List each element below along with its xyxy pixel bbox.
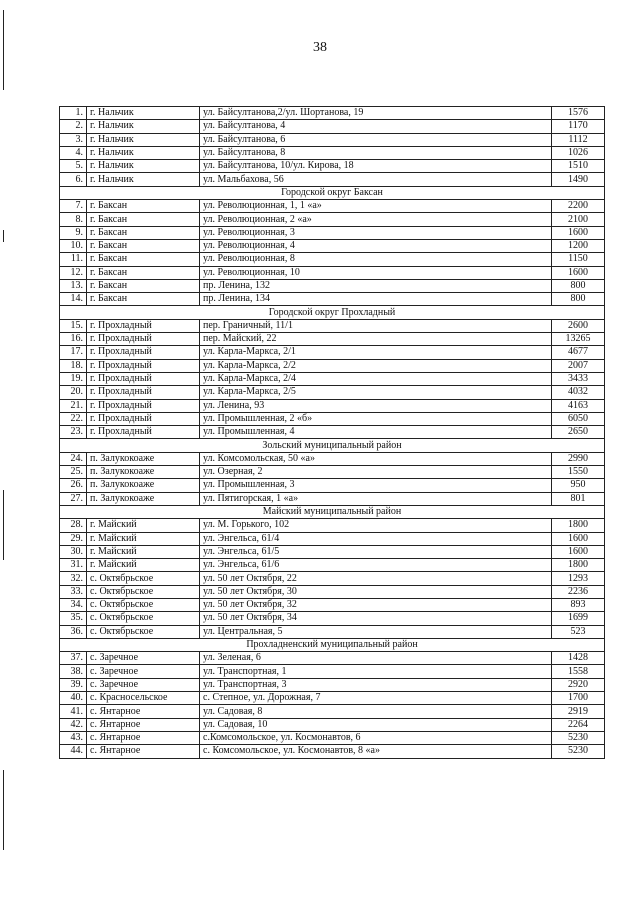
- address-cell: ул. Байсултанова, 10/ул. Кирова, 18: [200, 160, 552, 173]
- address-cell: ул. 50 лет Октября, 30: [200, 585, 552, 598]
- value-cell: 1150: [552, 253, 605, 266]
- row-number-cell: 16.: [60, 333, 87, 346]
- address-cell: ул. Карла-Маркса, 2/4: [200, 372, 552, 385]
- value-cell: 2990: [552, 452, 605, 465]
- settlement-cell: г. Прохладный: [87, 333, 200, 346]
- settlement-cell: г. Нальчик: [87, 173, 200, 186]
- table-row: [60, 279, 605, 292]
- table-row: [60, 652, 605, 665]
- value-cell: 1576: [552, 107, 605, 120]
- settlement-cell: с. Заречное: [87, 678, 200, 691]
- table-row: [60, 239, 605, 252]
- value-cell: 13265: [552, 333, 605, 346]
- left-edge-mark: [3, 10, 4, 90]
- settlement-cell: г. Баксан: [87, 239, 200, 252]
- data-table: [59, 106, 605, 759]
- settlement-cell: с. Октябрьское: [87, 625, 200, 638]
- address-cell: ул. Карла-Маркса, 2/1: [200, 346, 552, 359]
- value-cell: 5230: [552, 745, 605, 758]
- settlement-cell: г. Баксан: [87, 279, 200, 292]
- value-cell: 2650: [552, 426, 605, 439]
- settlement-cell: с. Заречное: [87, 652, 200, 665]
- address-cell: ул. Революционная, 3: [200, 226, 552, 239]
- address-cell: с. Степное, ул. Дорожная, 7: [200, 692, 552, 705]
- settlement-cell: п. Залукокоаже: [87, 466, 200, 479]
- settlement-cell: г. Нальчик: [87, 120, 200, 133]
- table-row: [60, 226, 605, 239]
- settlement-cell: г. Баксан: [87, 226, 200, 239]
- row-number-cell: 34.: [60, 598, 87, 611]
- settlement-cell: г. Прохладный: [87, 346, 200, 359]
- value-cell: 523: [552, 625, 605, 638]
- settlement-cell: с. Янтарное: [87, 731, 200, 744]
- row-number-cell: 32.: [60, 572, 87, 585]
- value-cell: 2200: [552, 200, 605, 213]
- row-number-cell: 3.: [60, 133, 87, 146]
- row-number-cell: 43.: [60, 731, 87, 744]
- address-cell: ул. М. Горького, 102: [200, 519, 552, 532]
- settlement-cell: г. Прохладный: [87, 399, 200, 412]
- value-cell: 1170: [552, 120, 605, 133]
- address-cell: ул. Промышленная, 3: [200, 479, 552, 492]
- settlement-cell: г. Баксан: [87, 253, 200, 266]
- value-cell: 1800: [552, 559, 605, 572]
- address-cell: ул. 50 лет Октября, 34: [200, 612, 552, 625]
- left-edge-mark: [3, 230, 4, 242]
- settlement-cell: с. Октябрьское: [87, 572, 200, 585]
- row-number-cell: 9.: [60, 226, 87, 239]
- table-row: [60, 426, 605, 439]
- table-row: [60, 399, 605, 412]
- section-header-row: [60, 505, 605, 518]
- address-cell: пер. Граничный, 11/1: [200, 319, 552, 332]
- table-row: [60, 545, 605, 558]
- row-number-cell: 17.: [60, 346, 87, 359]
- table-row: [60, 466, 605, 479]
- settlement-cell: г. Нальчик: [87, 146, 200, 159]
- table-row: [60, 585, 605, 598]
- address-cell: пр. Ленина, 134: [200, 293, 552, 306]
- value-cell: 1428: [552, 652, 605, 665]
- table-row: [60, 133, 605, 146]
- value-cell: 5230: [552, 731, 605, 744]
- row-number-cell: 21.: [60, 399, 87, 412]
- address-cell: ул. Байсултанова, 6: [200, 133, 552, 146]
- value-cell: 2236: [552, 585, 605, 598]
- address-cell: ул. Энгельса, 61/6: [200, 559, 552, 572]
- value-cell: 1200: [552, 239, 605, 252]
- address-cell: ул. Промышленная, 4: [200, 426, 552, 439]
- table-row: [60, 319, 605, 332]
- value-cell: 1699: [552, 612, 605, 625]
- row-number-cell: 42.: [60, 718, 87, 731]
- settlement-cell: с. Янтарное: [87, 718, 200, 731]
- table-row: [60, 412, 605, 425]
- section-header-row: [60, 638, 605, 651]
- table-row: [60, 718, 605, 731]
- row-number-cell: 39.: [60, 678, 87, 691]
- table-row: [60, 572, 605, 585]
- row-number-cell: 41.: [60, 705, 87, 718]
- table-row: [60, 705, 605, 718]
- row-number-cell: 14.: [60, 293, 87, 306]
- address-cell: ул. Мальбахова, 56: [200, 173, 552, 186]
- table-row: [60, 266, 605, 279]
- table-body: [60, 107, 605, 759]
- section-title: Городской округ Баксан: [60, 186, 605, 199]
- value-cell: 1600: [552, 532, 605, 545]
- address-cell: ул. 50 лет Октября, 32: [200, 598, 552, 611]
- section-header-row: [60, 186, 605, 199]
- row-number-cell: 35.: [60, 612, 87, 625]
- address-cell: ул. Революционная, 8: [200, 253, 552, 266]
- table-row: [60, 386, 605, 399]
- settlement-cell: с. Октябрьское: [87, 585, 200, 598]
- table-row: [60, 359, 605, 372]
- settlement-cell: с. Заречное: [87, 665, 200, 678]
- left-edge-mark: [3, 770, 4, 850]
- table-row: [60, 173, 605, 186]
- row-number-cell: 15.: [60, 319, 87, 332]
- value-cell: 2264: [552, 718, 605, 731]
- table-row: [60, 213, 605, 226]
- address-cell: ул. Революционная, 2 «а»: [200, 213, 552, 226]
- value-cell: 1558: [552, 665, 605, 678]
- value-cell: 4163: [552, 399, 605, 412]
- table-row: [60, 333, 605, 346]
- address-cell: ул. Карла-Маркса, 2/2: [200, 359, 552, 372]
- value-cell: 1112: [552, 133, 605, 146]
- table-row: [60, 559, 605, 572]
- row-number-cell: 10.: [60, 239, 87, 252]
- value-cell: 1550: [552, 466, 605, 479]
- value-cell: 2600: [552, 319, 605, 332]
- address-cell: ул. Байсултанова, 8: [200, 146, 552, 159]
- settlement-cell: г. Майский: [87, 532, 200, 545]
- row-number-cell: 11.: [60, 253, 87, 266]
- value-cell: 6050: [552, 412, 605, 425]
- settlement-cell: п. Залукокоаже: [87, 452, 200, 465]
- value-cell: 1490: [552, 173, 605, 186]
- settlement-cell: с. Октябрьское: [87, 612, 200, 625]
- section-title: Зольский муниципальный район: [60, 439, 605, 452]
- settlement-cell: с. Красносельское: [87, 692, 200, 705]
- address-cell: ул. Революционная, 1, 1 «а»: [200, 200, 552, 213]
- settlement-cell: г. Майский: [87, 559, 200, 572]
- table-row: [60, 346, 605, 359]
- value-cell: 1026: [552, 146, 605, 159]
- table-row: [60, 492, 605, 505]
- row-number-cell: 12.: [60, 266, 87, 279]
- settlement-cell: п. Залукокоаже: [87, 479, 200, 492]
- settlement-cell: п. Залукокоаже: [87, 492, 200, 505]
- value-cell: 800: [552, 293, 605, 306]
- value-cell: 1510: [552, 160, 605, 173]
- row-number-cell: 40.: [60, 692, 87, 705]
- address-cell: ул. Революционная, 4: [200, 239, 552, 252]
- table-row: [60, 160, 605, 173]
- settlement-cell: г. Нальчик: [87, 160, 200, 173]
- row-number-cell: 18.: [60, 359, 87, 372]
- table-row: [60, 120, 605, 133]
- section-title: Майский муниципальный район: [60, 505, 605, 518]
- value-cell: 1293: [552, 572, 605, 585]
- address-cell: ул. Ленина, 93: [200, 399, 552, 412]
- address-cell: ул. Озерная, 2: [200, 466, 552, 479]
- table-row: [60, 479, 605, 492]
- table-row: [60, 692, 605, 705]
- settlement-cell: г. Прохладный: [87, 372, 200, 385]
- table-row: [60, 745, 605, 758]
- table-row: [60, 731, 605, 744]
- page-number: 38: [313, 40, 327, 55]
- row-number-cell: 37.: [60, 652, 87, 665]
- settlement-cell: г. Баксан: [87, 293, 200, 306]
- settlement-cell: г. Прохладный: [87, 426, 200, 439]
- row-number-cell: 44.: [60, 745, 87, 758]
- settlement-cell: с. Октябрьское: [87, 598, 200, 611]
- settlement-cell: г. Баксан: [87, 213, 200, 226]
- row-number-cell: 27.: [60, 492, 87, 505]
- section-header-row: [60, 439, 605, 452]
- row-number-cell: 33.: [60, 585, 87, 598]
- row-number-cell: 1.: [60, 107, 87, 120]
- table-row: [60, 200, 605, 213]
- value-cell: 893: [552, 598, 605, 611]
- settlement-cell: г. Нальчик: [87, 133, 200, 146]
- row-number-cell: 13.: [60, 279, 87, 292]
- row-number-cell: 29.: [60, 532, 87, 545]
- value-cell: 2920: [552, 678, 605, 691]
- value-cell: 2100: [552, 213, 605, 226]
- row-number-cell: 4.: [60, 146, 87, 159]
- value-cell: 2919: [552, 705, 605, 718]
- row-number-cell: 25.: [60, 466, 87, 479]
- address-cell: ул. Комсомольская, 50 «а»: [200, 452, 552, 465]
- row-number-cell: 5.: [60, 160, 87, 173]
- table-row: [60, 678, 605, 691]
- value-cell: 800: [552, 279, 605, 292]
- address-cell: ул. 50 лет Октября, 22: [200, 572, 552, 585]
- left-edge-mark: [3, 490, 4, 560]
- table-row: [60, 625, 605, 638]
- settlement-cell: г. Прохладный: [87, 412, 200, 425]
- value-cell: 801: [552, 492, 605, 505]
- settlement-cell: г. Баксан: [87, 266, 200, 279]
- table-row: [60, 253, 605, 266]
- settlement-cell: г. Майский: [87, 519, 200, 532]
- address-cell: ул. Центральная, 5: [200, 625, 552, 638]
- table-row: [60, 146, 605, 159]
- address-cell: с.Комсомольское, ул. Космонавтов, 6: [200, 731, 552, 744]
- table-row: [60, 598, 605, 611]
- row-number-cell: 19.: [60, 372, 87, 385]
- row-number-cell: 7.: [60, 200, 87, 213]
- settlement-cell: г. Нальчик: [87, 107, 200, 120]
- value-cell: 3433: [552, 372, 605, 385]
- section-title: Городской округ Прохладный: [60, 306, 605, 319]
- value-cell: 950: [552, 479, 605, 492]
- address-cell: ул. Зеленая, 6: [200, 652, 552, 665]
- value-cell: 1600: [552, 545, 605, 558]
- row-number-cell: 31.: [60, 559, 87, 572]
- address-cell: ул. Транспортная, 1: [200, 665, 552, 678]
- row-number-cell: 38.: [60, 665, 87, 678]
- address-cell: ул. Карла-Маркса, 2/5: [200, 386, 552, 399]
- address-cell: ул. Садовая, 8: [200, 705, 552, 718]
- address-cell: ул. Байсултанова,2/ул. Шортанова, 19: [200, 107, 552, 120]
- table-row: [60, 519, 605, 532]
- table-row: [60, 107, 605, 120]
- settlement-cell: г. Прохладный: [87, 319, 200, 332]
- value-cell: 1800: [552, 519, 605, 532]
- address-cell: ул. Транспортная, 3: [200, 678, 552, 691]
- address-cell: ул. Промышленная, 2 «б»: [200, 412, 552, 425]
- row-number-cell: 23.: [60, 426, 87, 439]
- value-cell: 1600: [552, 226, 605, 239]
- address-cell: ул. Байсултанова, 4: [200, 120, 552, 133]
- settlement-cell: г. Прохладный: [87, 359, 200, 372]
- value-cell: 2007: [552, 359, 605, 372]
- table-row: [60, 612, 605, 625]
- row-number-cell: 6.: [60, 173, 87, 186]
- section-title: Прохладненский муниципальный район: [60, 638, 605, 651]
- value-cell: 1600: [552, 266, 605, 279]
- address-cell: ул. Энгельса, 61/5: [200, 545, 552, 558]
- address-cell: пр. Ленина, 132: [200, 279, 552, 292]
- value-cell: 4677: [552, 346, 605, 359]
- row-number-cell: 2.: [60, 120, 87, 133]
- row-number-cell: 8.: [60, 213, 87, 226]
- settlement-cell: г. Майский: [87, 545, 200, 558]
- row-number-cell: 36.: [60, 625, 87, 638]
- value-cell: 1700: [552, 692, 605, 705]
- address-cell: с. Комсомольское, ул. Космонавтов, 8 «а»: [200, 745, 552, 758]
- address-cell: ул. Энгельса, 61/4: [200, 532, 552, 545]
- table-row: [60, 532, 605, 545]
- address-cell: ул. Пятигорская, 1 «а»: [200, 492, 552, 505]
- row-number-cell: 26.: [60, 479, 87, 492]
- section-header-row: [60, 306, 605, 319]
- row-number-cell: 22.: [60, 412, 87, 425]
- settlement-cell: г. Прохладный: [87, 386, 200, 399]
- settlement-cell: с. Янтарное: [87, 705, 200, 718]
- address-cell: ул. Садовая, 10: [200, 718, 552, 731]
- row-number-cell: 28.: [60, 519, 87, 532]
- row-number-cell: 24.: [60, 452, 87, 465]
- value-cell: 4032: [552, 386, 605, 399]
- table-row: [60, 293, 605, 306]
- table-row: [60, 665, 605, 678]
- table-row: [60, 452, 605, 465]
- address-cell: пер. Майский, 22: [200, 333, 552, 346]
- row-number-cell: 30.: [60, 545, 87, 558]
- table-row: [60, 372, 605, 385]
- row-number-cell: 20.: [60, 386, 87, 399]
- settlement-cell: с. Янтарное: [87, 745, 200, 758]
- address-cell: ул. Революционная, 10: [200, 266, 552, 279]
- settlement-cell: г. Баксан: [87, 200, 200, 213]
